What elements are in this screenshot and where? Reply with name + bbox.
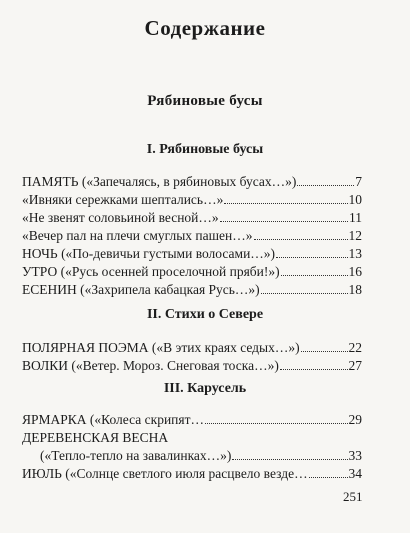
- toc-entry-text: ВОЛКИ («Ветер. Мороз. Снеговая тоска…»): [22, 358, 279, 373]
- dot-leader: [309, 466, 348, 478]
- toc-entry: [22, 227, 362, 245]
- toc-entry-text: ПОЛЯРНАЯ ПОЭМА («В этих краях седых…»): [22, 340, 300, 355]
- toc-entry-text: НОЧЬ («По-девичьи густыми волосами…»): [22, 246, 276, 261]
- dot-leader: [280, 358, 348, 370]
- dot-leader: [254, 228, 348, 240]
- dot-leader: [261, 282, 348, 294]
- page-number: 251: [343, 489, 363, 504]
- section-heading-2: II. Стихи о Севере: [146, 307, 264, 322]
- toc-entry: [22, 411, 362, 429]
- toc-entry-page: 13: [348, 246, 362, 261]
- dot-leader: [205, 412, 348, 424]
- section-heading-3: III. Карусель: [163, 381, 247, 396]
- dot-leader: [220, 210, 348, 222]
- toc-entry-page: 11: [349, 210, 362, 225]
- toc-entry-page: 22: [348, 340, 362, 355]
- toc-entry-text: ЯРМАРКА («Колеса скрипят…: [22, 412, 204, 427]
- toc-entry-text: («Тепло-тепло на завалинках…»): [40, 448, 232, 463]
- toc-entry-page: 18: [348, 282, 362, 297]
- toc-entry-page: 16: [348, 264, 362, 279]
- dot-leader: [297, 174, 354, 186]
- dot-leader: [224, 192, 347, 204]
- section-heading-1: I. Рябиновые бусы: [146, 142, 264, 157]
- toc-entry: [22, 173, 362, 191]
- toc-entry-page: 29: [348, 412, 362, 427]
- toc-entry-page: 27: [348, 358, 362, 373]
- toc-entry-text: ПАМЯТЬ («Запечалясь, в рябиновых бусах…»): [22, 174, 297, 189]
- toc-entry-text: ДЕРЕВЕНСКАЯ ВЕСНА: [22, 430, 169, 445]
- toc-entry-page: 7: [355, 174, 362, 189]
- toc-entry-text: «Не звенят соловьиной весной…»: [22, 210, 219, 225]
- toc-entry-page: 10: [348, 192, 362, 207]
- toc-entry: [40, 447, 362, 465]
- toc-entry-page: 12: [348, 228, 362, 243]
- toc-entry: [22, 357, 362, 375]
- toc-entry: [22, 465, 362, 483]
- toc-entry-page: 33: [348, 448, 362, 463]
- dot-leader: [276, 246, 347, 258]
- dot-leader: [281, 264, 348, 276]
- toc-entry-text: «Вечер пал на плечи смуглых пашен…»: [22, 228, 253, 243]
- dot-leader: [232, 448, 347, 460]
- toc-entry-text: ИЮЛЬ («Солнце светлого июля расцвело везде…: [22, 466, 308, 481]
- book-subtitle: Рябиновые бусы: [147, 93, 263, 109]
- page-title: Содержание: [144, 16, 266, 40]
- dot-leader: [301, 340, 348, 352]
- toc-entry: [22, 245, 362, 263]
- toc-entry: [22, 209, 362, 227]
- toc-entry: [22, 191, 362, 209]
- toc-entry-text: УТРО («Русь осенней проселочной пряби!»): [22, 264, 280, 279]
- toc-entry: [22, 263, 362, 281]
- toc-entry-text: «Ивняки сережками шептались…»: [22, 192, 224, 207]
- toc-entry: [22, 281, 362, 299]
- toc-entry-text: ЕСЕНИН («Захрипела кабацкая Русь…»): [22, 282, 260, 297]
- toc-entry: [22, 339, 362, 357]
- toc-entry-page: 34: [348, 466, 362, 481]
